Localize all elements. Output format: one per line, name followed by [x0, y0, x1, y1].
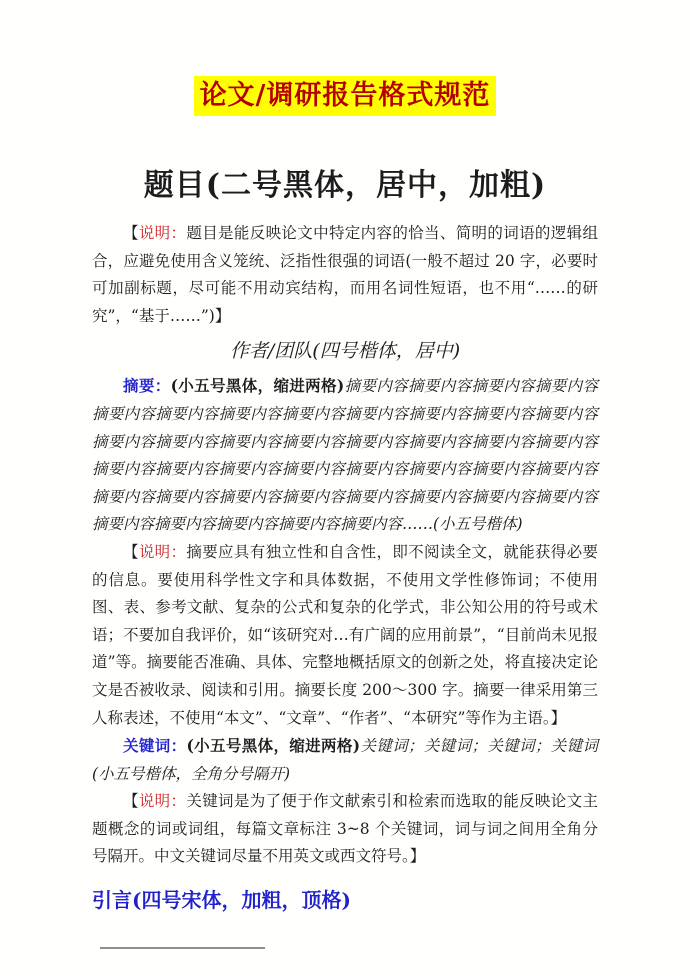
- author-team-line: 作者/团队(四号楷体，居中): [229, 340, 461, 363]
- note-bracket-open: 【: [123, 224, 139, 242]
- abstract-placeholder-content: 摘要内容摘要内容摘要内容摘要内容摘要内容摘要内容摘要内容摘要内容摘要内容摘要内容摘要内容摘要内容摘要内容摘要内容摘要内容摘要内容摘要内容摘要内容摘要内容摘要内容摘要内容摘要内容摘要内容摘要内容摘要内容摘要内容摘要内容摘要内容摘要内容摘要内容摘要内容摘要内容摘要内容摘要内容摘要内容摘要内容摘要内容摘要内容摘要内容摘要内容摘要内容……(小五号楷体): [92, 377, 598, 534]
- footnote-separator-line: [100, 947, 265, 949]
- document-banner-row: [92, 76, 598, 116]
- note-label: 说明：: [138, 542, 187, 561]
- abstract-label: 摘要：: [123, 376, 171, 396]
- note-body-text: 摘要应具有独立性和自含性，即不阅读全文，就能获得必要的信息。要使用科学性文字和具体数据，不使用文学性修饰词；不使用图、表、参考文献、复杂的公式和复杂的化学式，非公知公用的符号或术语；不要加自我评价，如“该研究对…有广阔的应用前景”，“目前尚未见报道”等。摘要能否准确、具体、完整地概括原文的创新之处，将直接决定论文是否被收录、阅读和引用。摘要长度 200～300 字。摘要一律采用第三人称表述，不使用“本文”、“文章”、“作者”、“本研究”等作为主语。】: [92, 542, 598, 727]
- paper-title-heading: 题目(二号黑体，居中，加粗): [143, 168, 547, 203]
- note-paragraph-abstract: [92, 539, 598, 732]
- document-banner-title: 论文/调研报告格式规范: [194, 76, 497, 116]
- note-bracket-open: 【: [123, 542, 139, 561]
- keywords-label: 关键词：: [123, 736, 187, 756]
- keywords-format-note: (小五号黑体，缩进两格): [186, 736, 361, 756]
- note-paragraph-title: [92, 220, 598, 330]
- keywords-paragraph: [92, 732, 598, 788]
- note-paragraph-keywords: [92, 788, 598, 871]
- note-label: 说明：: [138, 224, 187, 242]
- note-body-text: 关键词是为了便于作文献索引和检索而选取的能反映论文主题概念的词或词组，每篇文章标注 3~8 个关键词，词与词之间用全角分号隔开。中文关键词尽量不用英文或西文符号。】: [92, 792, 598, 866]
- note-body-text: 题目是能反映论文中特定内容的恰当、简明的词语的逻辑组合，应避免使用含义笼统、泛指性很强的词语(一般不超过 20 字，必要时可加副标题，尽可能不用动宾结构，而用名词性短语，也不用“……的研究”，“基于……”)】: [92, 224, 598, 325]
- note-bracket-open: 【: [123, 792, 139, 811]
- abstract-format-note: (小五号黑体，缩进两格): [170, 376, 345, 396]
- abstract-paragraph: [92, 372, 598, 539]
- note-label: 说明：: [138, 792, 187, 811]
- keywords-placeholder-content: 关键词；关键词；关键词；关键词(小五号楷体，全角分号隔开): [92, 737, 598, 783]
- introduction-section-heading: 引言(四号宋体，加粗，顶格): [92, 888, 351, 913]
